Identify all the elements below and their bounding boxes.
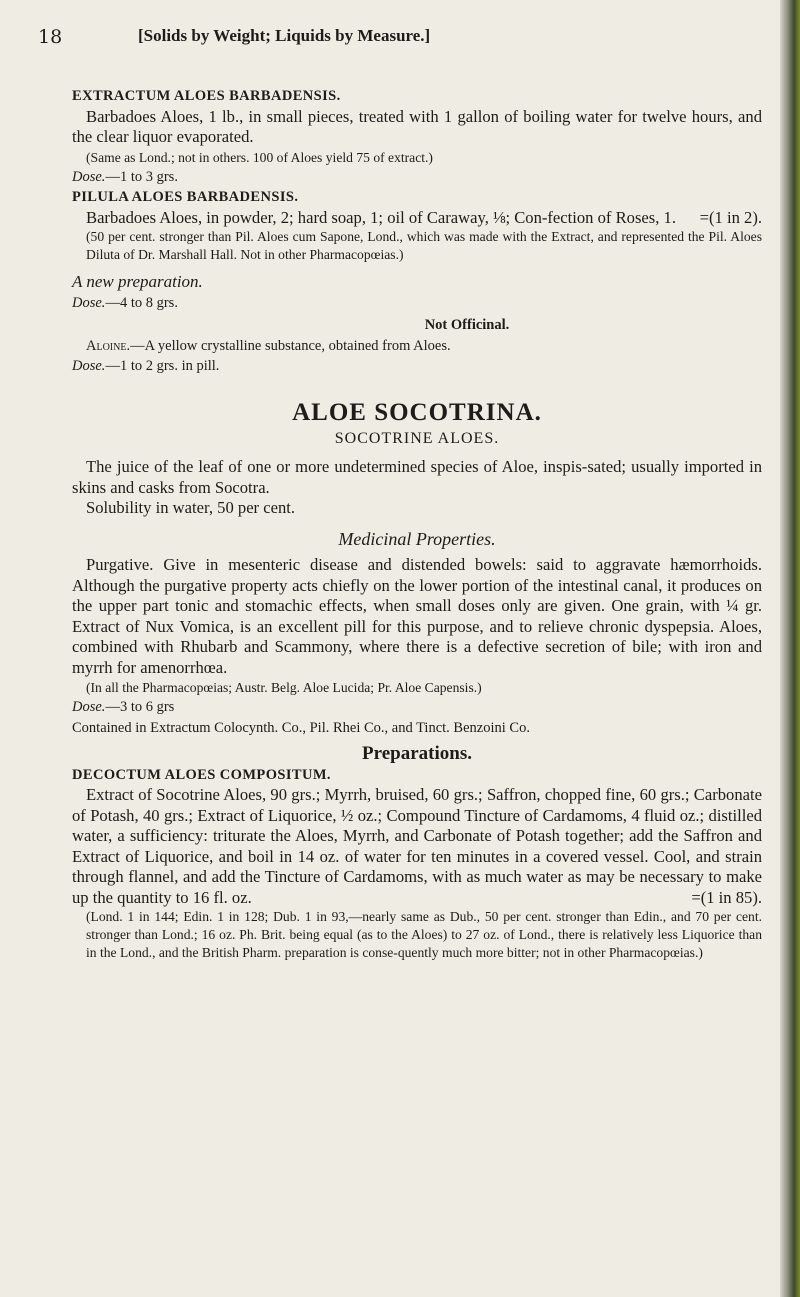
pilula-new-prep: A new preparation. — [72, 272, 203, 291]
dose-label: Dose. — [72, 358, 106, 374]
medicinal-properties-text: Purgative. Give in mesenteric disease and distended bowels: said to aggravate hæmorrhoids. Although the purgative property acts chiefly on the lower portion of the intestinal canal, it produces on the upper part tonic and stomachic effects, when small doses only are given. One grain, with ¼ gr. Extract of Nux Vomica, is an excellent pill for this purpose, and to relieve chronic dyspepsia. Aloes, combined with Rhubarb and Scammony, where there is a defective secretion of bile; with iron and myrrh for amenorrhœa. — [72, 555, 762, 677]
dose-value: —4 to 8 grs. — [105, 294, 178, 311]
pilula-title: PILULA ALOES BARBADENSIS. — [72, 189, 299, 205]
pilula-text-body: Barbadoes Aloes, in powder, 2; hard soap, 1; oil of Caraway, ⅛; Con-fection of Roses, 1. — [86, 207, 676, 227]
pilula-dose — [72, 293, 762, 314]
extractum-text: Barbadoes Aloes, 1 lb., in small pieces, treated with 1 gallon of boiling water for twelve hours, and the clear liquor evaporated. — [72, 106, 762, 146]
page-header — [38, 22, 598, 52]
socotrina-description: The juice of the leaf of one or more undetermined species of Aloe, inspis-sated; usually imported in skins and casks from Socotra. — [72, 457, 762, 497]
socotrina-solubility: Solubility in water, 50 per cent. — [86, 498, 296, 517]
decoctum-title: DECOCTUM ALOES COMPOSITUM. — [72, 766, 331, 783]
section-subtitle: SOCOTRINE ALOES. — [334, 429, 500, 447]
aloine-dose — [72, 356, 762, 377]
medicinal-properties-heading: Medicinal Properties. — [338, 528, 496, 549]
decoctum-ratio: =(1 in 85). — [691, 887, 762, 907]
extractum-title: EXTRACTUM ALOES BARBADENSIS. — [72, 88, 341, 104]
running-head: [Solids by Weight; Liquids by Measure.] — [138, 26, 431, 45]
page-edge — [780, 0, 800, 1297]
dose-value: —3 to 6 grs — [105, 699, 175, 715]
decoctum-text — [72, 785, 762, 908]
socotrina-note: (In all the Pharmacopœias; Austr. Belg. Aloe Lucida; Pr. Aloe Capensis.) — [86, 680, 482, 695]
pilula-note: (50 per cent. stronger than Pil. Aloes cum Sapone, Lond., which was made with the Extract, and represented the Pil. Aloes Diluta of Dr. Marshall Hall. Not in other Pharmacopœias.) — [86, 229, 762, 262]
preparations-heading: Preparations. — [362, 743, 472, 764]
aloine-label: Aloine. — [86, 337, 131, 354]
socotrina-dose — [72, 697, 762, 718]
dose-value: —1 to 2 grs. in pill. — [105, 358, 220, 374]
contained-in: Contained in Extractum Colocynth. Co., Pil. Rhei Co., and Tinct. Benzoini Co. — [72, 719, 530, 736]
not-official-heading: Not Officinal. — [424, 317, 510, 333]
page-content — [72, 86, 762, 962]
decoctum-note: (Lond. 1 in 144; Edin. 1 in 128; Dub. 1 in 93,—nearly same as Dub., 50 per cent. stronger than Edin., and 70 per cent. stronger than Lond.; 16 oz. Ph. Brit. being equal (as to the Aloes) to 27 oz. of Lond., there is relatively less Liquorice than in the Lond., and the British Pharm. preparation is conse-quently much more bitter; not in other Pharmacopœias.) — [86, 909, 762, 960]
dose-label: Dose. — [72, 699, 106, 715]
page-number: 18 — [38, 26, 63, 48]
aloine-entry — [72, 336, 762, 357]
aloine-text: —A yellow crystalline substance, obtained from Aloes. — [130, 337, 451, 354]
dose-label: Dose. — [72, 294, 106, 311]
pilula-ratio: =(1 in 2). — [699, 207, 762, 227]
pilula-text — [72, 208, 762, 229]
extractum-dose — [72, 167, 762, 188]
extractum-note: (Same as Lond.; not in others. 100 of Aloes yield 75 of extract.) — [86, 149, 433, 165]
decoctum-text-body: Extract of Socotrine Aloes, 90 grs.; Myrrh, bruised, 60 grs.; Saffron, chopped fine, 60 grs.; Carbonate of Potash, 40 grs.; Extract of Liquorice, ½ oz.; Compound Tincture of Cardamoms, 4 fluid oz.; distilled water, a sufficiency: triturate the Aloes, Myrrh, and Carbonate of Potash together; add the Saffron and Extract of Liquorice, and boil in 14 oz. of water for ten minutes in a covered vessel. Cool, and strain through flannel, and add the Tincture of Cardamoms, with as much water as may be necessary to make up the quantity to 16 fl. oz. — [72, 785, 762, 907]
section-title: ALOE SOCOTRINA. — [292, 398, 542, 426]
dose-value: —1 to 3 grs. — [105, 168, 178, 185]
dose-label: Dose. — [72, 168, 106, 185]
